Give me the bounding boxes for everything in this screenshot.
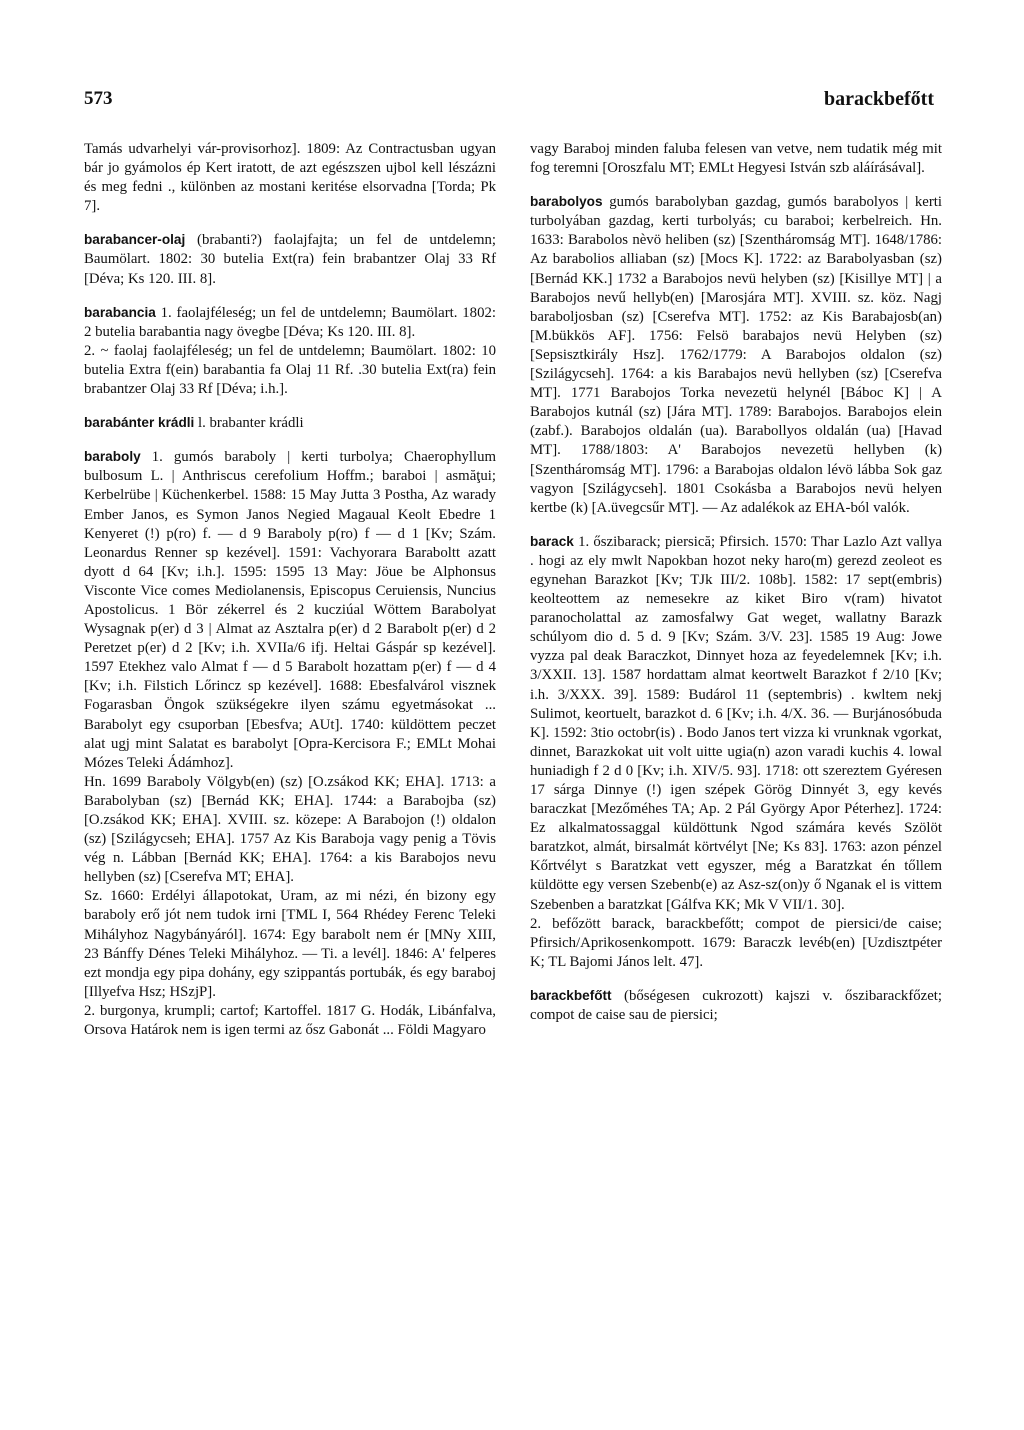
entry-text: 1. gumós baraboly | kerti turbolya; Chaerophyllum bulbosum L. | Anthriscus cerefolium Hoffm.; baraboi | asmăţui; Kerbelrübe | Küchenkerbel. 1588: 15 May Jutta 3 Postha, Az warady Ember Janos, es Symon Janos Negied Magaual Keolt Ebedre 1 Kenyeret (!) p(ro) f. — d 9 Baraboly p(ro) f — d 1 [Kv; Szám. Leonardus Renner sp kezével]. 1591: Vachyorara Baraboltt azatt dyott d 64 [Kv; i.h.]. 1595: 1595 13 May: Jöue be Alphonsus Visconte Vice comes Mediolanensis, Episcopus Ceruiensis, Nuncius Apostolicus. 1 Bör zékerrel és 2 kucziúal Wöttem Barabolyat Wysagnak p(er) d 3 | Almat az Asztalra p(er) d 2 Barabolt p(er) d 2 Peretzet p(er) d 2 [Kv; i.h. XVIIa/6 ifj. Heltai Gáspár sp kezével]. 1597 Etekhez valo Almat f — d 5 Barabolt hozattam p(er) f — d 4 [Kv; i.h. Filstich Lőrincz sp kezével]. 1688: Ebesfalvárol visznek Fogarasban Öngok szükségekre ilyen számu egyetmásokat ... Barabolyt egy csuporban [Ebesfva; AUt]. 1740: küldöttem peczet alat ugj mint Salatat es barabolyt [Opra-Kercisora F.; EMLt Mohai Mózes Teleki Ádámhoz]. <box>84 449 496 771</box>
entry-headword: barabolyos <box>530 194 603 210</box>
entry-text: 2. ~ faolaj faolajféleség; un fel de untdelemn; Baumölart. 1802: 10 butelia Extra f(ein) barabantia fa Olaj 11 Rf. .30 butelia Ext(ra) fein brabantzer Olaj 33 Rf [Déva; i.h.]. <box>84 342 496 398</box>
page-header <box>84 88 934 128</box>
entry-headword: barackbefőtt <box>530 987 612 1003</box>
entry-text: Tamás udvarhelyi vár-provisorhoz]. 1809: Az Contractusban ugyan bár jo gyámolos ép Kert iratott, de azt egészszen ujbol kell lészázni és meg fedni ., különben az mostani keritése elsorvadna [Torda; Pk 7]. <box>84 141 496 215</box>
entry-text: Sz. 1660: Erdélyi állapotokat, Uram, az mi nézi, én bizony egy baraboly erő jót nem tudok irni [TML I, 564 Rhédey Ferenc Teleki Mihályhoz Nagybányáról]. 1674: Egy barabolt nem ér [MNy XIII, 23 Bánffy Dénes Teleki Mihályhoz. — Ti. a levél]. 1846: A' felperes ezt mondja egy pipa dohány, egy szippantás portubák, és egy baraboj [Illyefva Hsz; HSzjP]. <box>84 888 496 1000</box>
entry-text: Hn. 1699 Baraboly Völgyb(en) (sz) [O.zsákod KK; EHA]. 1713: a Barabolyban (sz) [Bernád KK; EHA]. 1744: a Barabojba (sz) [O.zsákod KK; EHA]. XVIII. sz. közepe: A Barabojon (!) oldalon (sz) [Szilágycseh; EHA]. 1757 Az Kis Baraboja vagy penig a Tövis vég n. Lábban [Bernád KK; EHA]. 1764: a kis Barabojos nevu hellyben (sz) [Cserefva MT; EHA]. <box>84 773 496 886</box>
entry-continuation <box>530 140 942 178</box>
right-column <box>530 140 942 1390</box>
entry-sense <box>84 887 496 1002</box>
entry-sense <box>530 915 942 972</box>
entry-headword: barabánter krádli <box>84 415 195 431</box>
dictionary-entry <box>84 413 496 433</box>
dictionary-entry <box>84 230 496 288</box>
text-columns <box>84 140 942 1390</box>
entry-sense <box>84 1002 496 1040</box>
entry-text: gumós barabolyban gazdag, gumós barabolyos | kerti turbolyában gazdag, kerti turbolyás; cu baraboi; kerbelreich. Hn. 1633: Barabolos nèvö heliben (sz) [Szentháromság MT]. 1648/1786: Az barabolios alliaban (sz) [Mocs K]. 1722: az Barabolyasban (sz) [Bernád KK.] 1732 a Barabojos nevü helyben (sz) [Kisillye MT] | a Barabojos nevű hellyb(en) [Marosjára MT]. XVIII. sz. köz. Nagj baraboljosban (sz) [Cserefva MT]. 1752: az Kis Barabajosb(an) [M.bükkös AF]. 1756: Felsö barabajos nevü Helyben (sz) [Sepsisztkirály Hsz]. 1762/1779: A Barabojos oldalon (sz) [Szilágycseh]. 1764: a kis Barabajos nevü hellyben (sz) [Cserefva MT]. 1771 Barabojos Torka nevezetü helynél [Báboc K] | A Barabojos kutnál (sz) [Jára MT]. 1789: Barabojos. Barabojos elein (zabf.). Barabojos oldalán (ua). Barabollyos oldalán (ua) [Havad MT]. 1788/1803: A' Barabojos nevezetü hellyben (k) [Szentháromság MT]. 1796: a Barabojas oldalon lévö lábba Sok gaz vagyon [Szilágycseh]. 1801 Csokásba a Barabojos nevü helyen kertbe (k) [A.üvegcsűr MT]. — Az adalékok az EHA-ból valók. <box>530 194 942 516</box>
left-column <box>84 140 496 1390</box>
entry-text: (brabanti?) faolajfajta; un fel de untdelemn; Baumölart. 1802: 30 butelia Ext(ra) fein brabantzer Olaj 33 Rf [Déva; Ks 120. III. 8]. <box>84 232 496 287</box>
entry-text: 1. faolajféleség; un fel de untdelemn; Baumölart. 1802: 2 butelia barabantia nagy övegbe [Déva; Ks 120. III. 8]. <box>84 304 496 340</box>
dictionary-entry <box>530 986 942 1025</box>
entry-sense <box>84 773 496 888</box>
entry-text: 1. őszibarack; piersică; Pfirsich. 1570: Thar Lazlo Azt vallya . hogi az ely mwlt Napokban hozot neky haro(m) gerezd zeoleot es egynehan Barazkot [Kv; TJk III/2. 108b]. 1582: 17 sept(embris) keolteottem az nemesekre az kiket Biro v(ram) hivatot paranocholattal az zamosfalwy Gat weget, wallatny Barazk schúlyom dio d. 5 d. 9 [Kv; Szám. 3/V. 23]. 1585 19 Aug: Jowe vyzza pal deak Baraczkot, Dinnyet hoza az feyedelemnek [Kv; i.h. 3/XXII. 13]. 1587 hordattam almat keortwelt Barazkot f 2/10 [Kv; i.h. 3/XXX. 39]. 1589: Budárol 11 (septembris) . kwltem nekj Sulimot, keortuelt, barazkot d. 6 [Kv; i.h. 4/X. 36. — Burjánosóbuda K]. 1592: 3tio octobr(is) . Bodo Janos tert vizza ki vrunknak vgorkat, dinnet, Barazkokat uit volt uitte ugia(n) azon varadi kuchis 4. lowal huniadigh f 2 d 0 [Kv; i.h. XIV/5. 93]. 1718: ott szereztem Gyéresen 17 sárga Dinnye (!) igen szépek Görög Dinnyét 3, egy kevés baraczkat [Mezőméhes TA; Ap. 2 Pál György Apor Péterhez]. 1724: Ez alkalmatossaggal küldöttunk Ngod számára kevés Szölöt baratzkot, almát, birsalmát körtvélyt [Ne; Ks 83]. 1763: azon pénzel Kőrtvélyt s Baratzkat vett egyszer, még a Baratzkat én tőllem küldötte egy versen Szebenb(e) az Asz-sz(on)y ő Nganak el is vittem Szebenben a baratzkat [Gálfva KK; Mk V VII/1. 30]. <box>530 533 942 913</box>
entry-text: 2. burgonya, krumpli; cartof; Kartoffel. 1817 G. Hodák, Libánfalva, Orsova Határok nem is igen termi az ősz Gabonát ... Földi Magyaro <box>84 1002 496 1039</box>
entry-sense <box>84 342 496 399</box>
entry-headword: barabancia <box>84 304 156 320</box>
dictionary-entry <box>530 532 942 915</box>
entry-headword: baraboly <box>84 449 141 465</box>
entry-headword: barabancer-olaj <box>84 232 186 248</box>
dictionary-entry <box>84 447 496 773</box>
entry-continuation <box>84 140 496 216</box>
page-number: 573 <box>84 88 113 109</box>
entry-text: l. brabanter krádli <box>194 415 304 432</box>
dictionary-entry <box>530 192 942 518</box>
running-head: barackbefőtt <box>824 88 934 110</box>
dictionary-entry <box>84 303 496 342</box>
entry-text: (bőségesen cukrozott) kajszi v. őszibarackfőzet; compot de caise sau de piersici; <box>530 987 942 1024</box>
entry-headword: barack <box>530 533 574 549</box>
entry-text: vagy Baraboj minden faluba felesen van vetve, nem tudatik még mit fog teremni [Oroszfalu MT; EMLt Hegyesi István szb aláírásával]. <box>530 141 942 177</box>
entry-text: 2. befőzött barack, barackbefőtt; compot de piersici/de caise; Pfirsich/Aprikosenkompott. 1679: Baraczk levéb(en) [Uzdisztpéter K; TL Bajomi János lelt. 47]. <box>530 915 942 970</box>
